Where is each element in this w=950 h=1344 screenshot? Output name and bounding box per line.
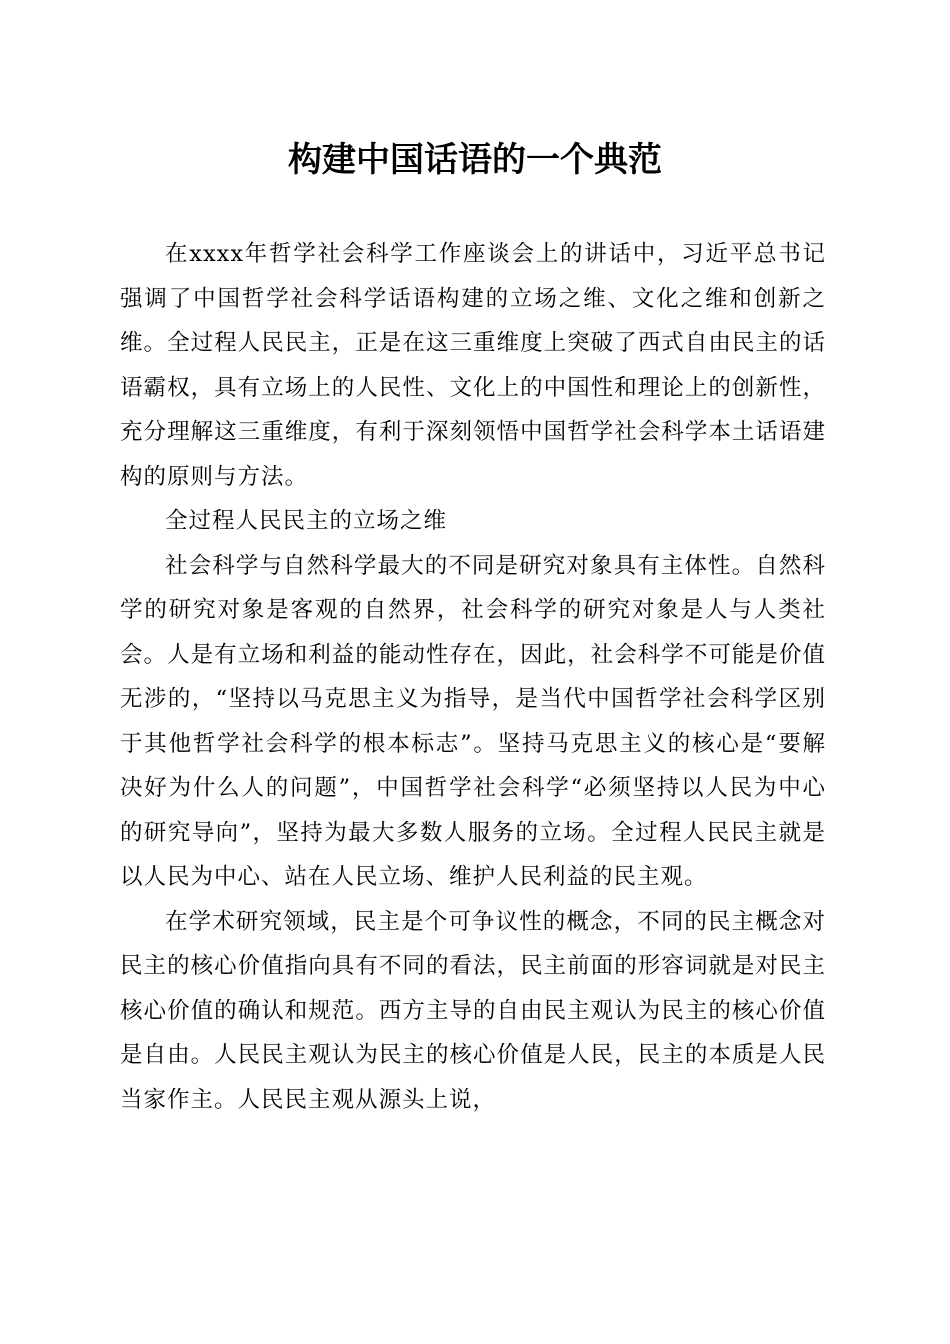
document-body [120,232,826,1122]
paragraph-intro: 在xxxx年哲学社会科学工作座谈会上的讲话中，习近平总书记强调了中国哲学社会科学话语构建的立场之维、文化之维和创新之维。全过程人民民主，正是在这三重维度上突破了西式自由民主的话语霸权，具有立场上的人民性、文化上的中国性和理论上的创新性，充分理解这三重维度，有利于深刻领悟中国哲学社会科学本土话语建构的原则与方法。 [120,241,826,490]
section-heading: 全过程人民民主的立场之维 [165,508,448,534]
paragraph-academic: 在学术研究领域，民主是个可争议性的概念，不同的民主概念对民主的核心价值指向具有不同的看法，民主前面的形容词就是对民主核心价值的确认和规范。西方主导的自由民主观认为民主的核心价值是自由。人民民主观认为民主的核心价值是人民，民主的本质是人民当家作主。人民民主观从源头上说， [120,908,826,1113]
paragraph-stance: 社会科学与自然科学最大的不同是研究对象具有主体性。自然科学的研究对象是客观的自然界，社会科学的研究对象是人与人类社会。人是有立场和利益的能动性存在，因此，社会科学不可能是价值无涉的，“坚持以马克思主义为指导，是当代中国哲学社会科学区别于其他哲学社会科学的根本标志”。坚持马克思主义的核心是“要解决好为什么人的问题”，中国哲学社会科学“必须坚持以人民为中心的研究导向”，坚持为最大多数人服务的立场。全过程人民民主就是以人民为中心、站在人民立场、维护人民利益的民主观。 [120,552,826,890]
document-title: 构建中国话语的一个典范 [288,140,662,180]
